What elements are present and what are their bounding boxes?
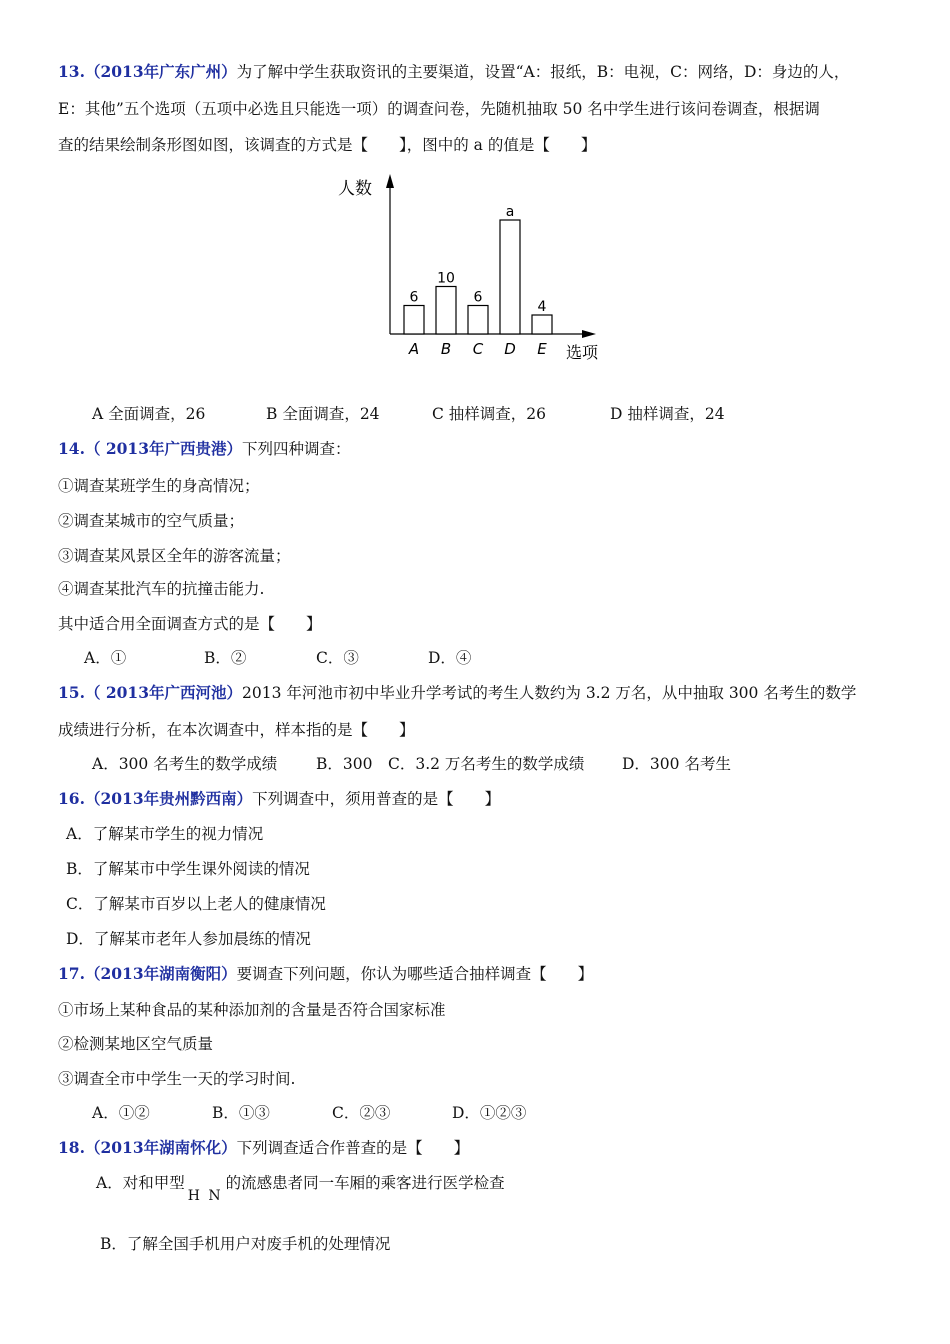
q16-choice-a: A．了解某市学生的视力情况	[66, 825, 264, 843]
q13-number: 13.	[58, 62, 85, 81]
bar-label-B: 10	[437, 270, 455, 287]
q16-choice-b: B．了解某市中学生课外阅读的情况	[66, 860, 310, 878]
bar-label-E: 4	[537, 299, 547, 315]
q17-choice-b: B．①③	[212, 1104, 270, 1122]
chart-layer	[338, 174, 599, 362]
q15-text-1: 2013 年河池市初中毕业升学考试的考生人数约为 3.2 万名，从中抽取 300 名考生的数学	[242, 684, 857, 702]
tick-label-D: D	[504, 340, 516, 358]
q16-number: 16.	[58, 789, 85, 808]
bar-label-D: a	[505, 204, 515, 220]
bar-C	[468, 306, 488, 335]
q16-text-1: 下列调查中，须用普查的是【 】	[252, 790, 501, 808]
q16-source: （2013年贵州黔西南）	[84, 789, 253, 808]
q13-line1	[58, 62, 849, 82]
q14-source: （ 2013年广西贵港）	[84, 439, 243, 458]
y-axis-arrow	[386, 174, 394, 188]
q18-formula: H N	[187, 1188, 223, 1204]
q15-choice-d: D．300 名考生	[622, 755, 731, 773]
q15-choice-b: B．300	[316, 755, 373, 773]
tick-label-B: B	[440, 340, 452, 358]
q18-text-1: 下列调查适合作普查的是【 】	[236, 1139, 470, 1157]
q15-choice-c: C．3.2 万名考生的数学成绩	[388, 755, 585, 773]
q18-number: 18.	[58, 1138, 85, 1157]
q16-line1	[58, 789, 500, 809]
q17-item-2: ②检测某地区空气质量	[58, 1035, 214, 1053]
q18-choice-a-prefix: A．对和甲型	[96, 1174, 185, 1192]
q14-choice-a: A．①	[84, 649, 127, 667]
tick-label-A: A	[408, 340, 420, 358]
q14-item-4: ④调查某批汽车的抗撞击能力.	[58, 580, 265, 598]
bar-D	[500, 220, 520, 334]
q15-choice-a: A．300 名考生的数学成绩	[92, 755, 278, 773]
tick-label-C: C	[472, 340, 484, 358]
q18-source: （2013年湖南怀化）	[84, 1138, 237, 1157]
q13-choice-d: D 抽样调查，24	[610, 405, 725, 423]
q17-choice-c: C．②③	[332, 1104, 391, 1122]
q17-source: （2013年湖南衡阳）	[84, 964, 237, 983]
q13-choice-a: A 全面调查，26	[92, 405, 206, 423]
q14-item-3: ③调查某风景区全年的游客流量；	[58, 547, 291, 565]
q14-choice-d: D．④	[428, 649, 472, 667]
q16-choice-c: C．了解某市百岁以上老人的健康情况	[66, 895, 326, 913]
q13-choice-c: C 抽样调查，26	[432, 405, 547, 423]
q14-number: 14.	[58, 439, 85, 458]
q14-ask: 其中适合用全面调查方式的是【 】	[58, 615, 322, 633]
q18-choice-a	[96, 1173, 505, 1204]
q13-text-1: 为了解中学生获取资讯的主要渠道，设置“A：报纸，B：电视，C：网络，D：身边的人，	[236, 63, 850, 81]
q17-choice-a: A．①②	[92, 1104, 150, 1122]
bar-label-A: 6	[409, 289, 419, 306]
q15-source: （ 2013年广西河池）	[84, 683, 243, 702]
q13-text-3: 查的结果绘制条形图如图，该调查的方式是【 】，图中的 a 的值是【 】	[58, 136, 597, 154]
q18-choice-b: B．了解全国手机用户对废手机的处理情况	[100, 1235, 391, 1253]
q17-item-3: ③调查全市中学生一天的学习时间.	[58, 1070, 296, 1088]
q17-item-1: ①市场上某种食品的某种添加剂的含量是否符合国家标准	[58, 1001, 446, 1019]
q15-number: 15.	[58, 683, 85, 702]
q16-choice-d: D．了解某市老年人参加晨练的情况	[66, 930, 311, 948]
q14-text-1: 下列四种调查：	[242, 440, 351, 458]
q13-source: （2013年广东广州）	[84, 62, 237, 81]
q18-choice-a-suffix: 的流感患者同一车厢的乘客进行医学检查	[225, 1174, 505, 1192]
q14-item-1: ①调查某班学生的身高情况；	[58, 477, 260, 495]
q18-line1	[58, 1138, 469, 1158]
q13-text-2: E：其他”五个选项（五项中必选且只能选一项）的调查问卷，先随机抽取 50 名中学生进行该问卷调查，根据调	[58, 100, 820, 118]
q15-text-2: 成绩进行分析，在本次调查中，样本指的是【 】	[58, 721, 415, 739]
bar-E	[532, 315, 552, 334]
tick-label-E: E	[537, 340, 547, 358]
q15-line1	[58, 683, 856, 703]
q17-choice-d: D．①②③	[452, 1104, 527, 1122]
q13-choice-b: B 全面调查，24	[266, 405, 380, 423]
bar-label-C: 6	[473, 289, 483, 306]
x-axis-arrow	[582, 330, 596, 338]
q14-line1	[58, 439, 351, 459]
bar-B	[436, 287, 456, 335]
q17-text-1: 要调查下列问题，你认为哪些适合抽样调查【 】	[236, 965, 594, 983]
x-axis-label: 选项	[566, 343, 599, 362]
q14-choice-c: C．③	[316, 649, 359, 667]
q17-line1	[58, 964, 593, 984]
bar-A	[404, 306, 424, 335]
y-axis-label: 人数	[338, 179, 372, 199]
q14-item-2: ②调查某城市的空气质量；	[58, 512, 245, 530]
q14-choice-b: B．②	[204, 649, 247, 667]
q13-bar-chart	[330, 168, 610, 368]
q17-number: 17.	[58, 964, 85, 983]
